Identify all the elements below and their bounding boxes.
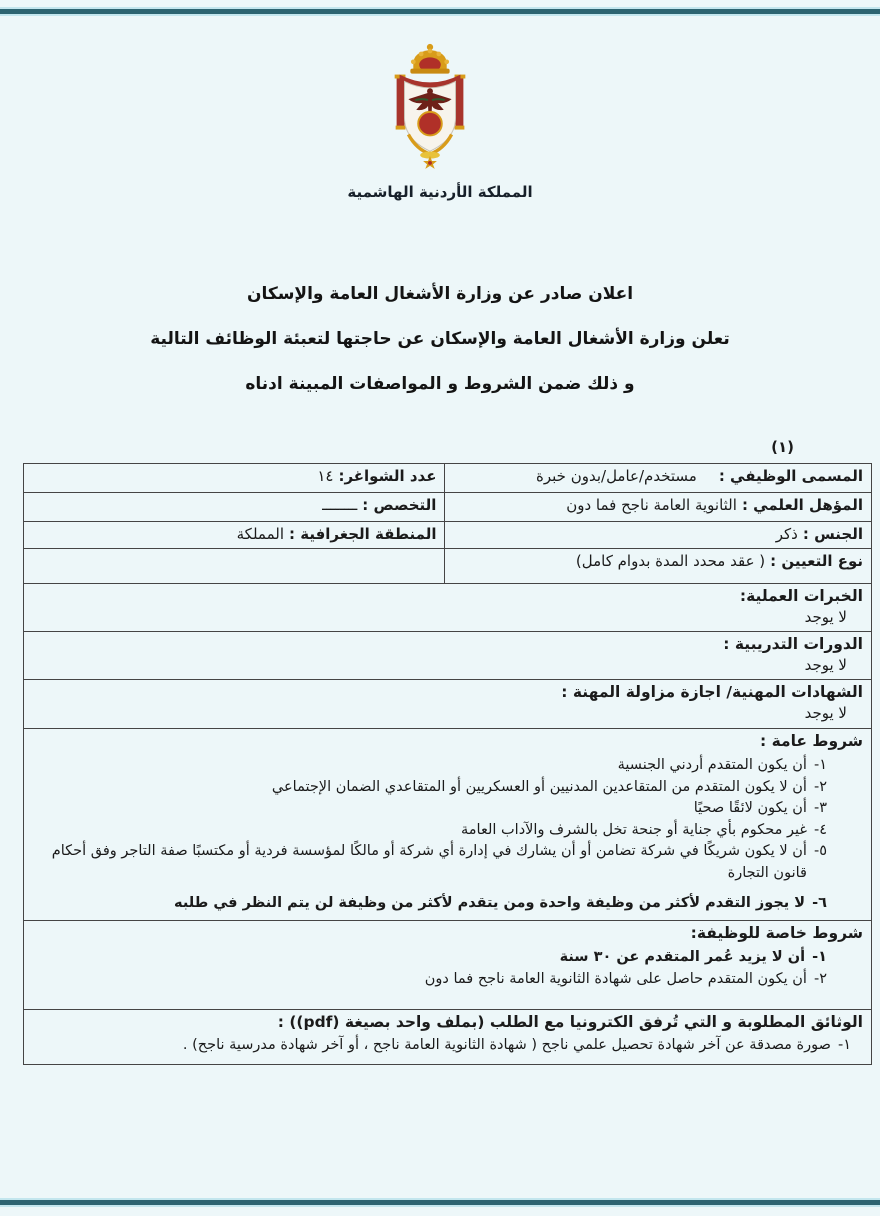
general-conditions-title: شروط عامة : (759, 732, 863, 750)
qualification-cell (445, 493, 872, 522)
specialization-label: التخصص : (362, 496, 437, 514)
job-title-value: مستخدم/عامل/بدون خبرة (536, 467, 697, 485)
special-conditions-title: شروط خاصة للوظيفة: (690, 924, 863, 942)
row-qualification (24, 493, 872, 522)
qualification-label: المؤهل العلمي : (741, 496, 863, 514)
row-gender (24, 522, 872, 549)
top-frame-line (0, 9, 880, 14)
courses-label: الدورات التدريبية : (723, 635, 863, 653)
certificates-cell (24, 680, 872, 729)
condition-number: ٤- (813, 821, 827, 838)
announcement-title-line2: تعلن وزارة الأشغال العامة والإسكان عن حاجتها لتعبئة الوظائف التالية (150, 329, 730, 349)
required-documents-cell (24, 1010, 872, 1065)
item-number-marker: (١) (771, 438, 794, 456)
gender-label: الجنس : (802, 525, 863, 543)
courses-cell (24, 632, 872, 680)
gender-value: ذكر (775, 525, 798, 543)
condition-text: أن يكون المتقدم أردني الجنسية (617, 757, 807, 773)
general-condition-item (36, 841, 827, 884)
condition-text: غير محكوم بأي جناية أو جنحة تخل بالشرف والآداب العامة (461, 821, 807, 838)
general-conditions-list (32, 752, 863, 915)
general-condition-item (36, 798, 827, 820)
appointment-value: ( عقد محدد المدة بدوام كامل) (575, 552, 766, 570)
appointment-empty-cell (24, 549, 445, 584)
condition-text: أن يكون المتقدم حاصل على شهادة الثانوية العامة ناجح فما دون (424, 970, 807, 987)
row-special-conditions (24, 921, 872, 1010)
appointment-cell (445, 549, 872, 584)
condition-number: ٦- (812, 895, 827, 911)
document-item (36, 1035, 851, 1057)
condition-number: ٥- (813, 843, 827, 859)
specialization-value: ــــــــ (322, 496, 358, 514)
experience-label: الخبرات العملية: (739, 587, 863, 605)
condition-number: ١- (812, 949, 827, 965)
vacancies-label: عدد الشواغر: (338, 467, 437, 485)
special-condition-item (36, 947, 827, 969)
jordan-coat-of-arms (376, 40, 484, 170)
condition-number: ٣- (813, 800, 827, 816)
condition-text: لا يجوز التقدم لأكثر من وظيفة واحدة ومن يتقدم لأكثر من وظيفة لن يتم النظر في طلبه (174, 895, 806, 911)
row-appointment (24, 549, 872, 584)
required-documents-list (32, 1033, 863, 1057)
row-general-conditions (24, 729, 872, 921)
region-label: المنطقة الجغرافية : (289, 525, 437, 543)
courses-value: لا يوجد (804, 656, 847, 674)
announcement-title-line3: و ذلك ضمن الشروط و المواصفات المبينة ادناه (245, 374, 635, 394)
kingdom-calligraphy: المملكة الأردنية الهاشمية (347, 183, 533, 201)
certificates-label: الشهادات المهنية/ اجازة مزاولة المهنة : (561, 683, 863, 701)
condition-text: أن لا يكون المتقدم من المتقاعدين المدنيين أو العسكريين أو المتقاعدي الضمان الإجتماعي (271, 778, 807, 795)
condition-number: ١- (813, 757, 827, 773)
bottom-frame-line (0, 1200, 880, 1205)
general-condition-item (36, 820, 827, 842)
announcement-title-line1: اعلان صادر عن وزارة الأشغال العامة والإسكان (246, 284, 634, 304)
special-conditions-cell (24, 921, 872, 1010)
general-condition-item (36, 777, 827, 799)
job-details-table (23, 463, 872, 1065)
row-job-title (24, 464, 872, 493)
general-conditions-cell (24, 729, 872, 921)
appointment-label: نوع التعيين : (770, 552, 863, 570)
document-text: صورة مصدقة عن آخر شهادة تحصيل علمي ناجح ( شهادة الثانوية العامة ناجح ، أو آخر شهادة مدرسية ناجح) . (182, 1037, 831, 1053)
gender-cell (445, 522, 872, 549)
general-condition-item (36, 893, 827, 915)
region-cell (24, 522, 445, 549)
row-courses (24, 632, 872, 680)
row-required-documents (24, 1010, 872, 1065)
required-documents-title: الوثائق المطلوبة و التي تُرفق الكترونيا مع الطلب (بملف واحد بصيغة (pdf)) : (277, 1013, 863, 1031)
vacancies-value: ١٤ (317, 467, 334, 485)
vacancies-cell (24, 464, 445, 493)
condition-text: أن يكون لائقًا صحيًا (693, 800, 807, 816)
condition-text: أن لا يزيد عُمر المتقدم عن ٣٠ سنة (559, 949, 806, 965)
job-title-cell (445, 464, 872, 493)
coat-of-arms-icon (376, 40, 484, 170)
special-conditions-list (32, 944, 863, 990)
condition-number: ٢- (813, 970, 827, 987)
job-title-label: المسمى الوظيفي : (718, 467, 863, 485)
general-condition-item (36, 755, 827, 777)
row-certificates (24, 680, 872, 729)
specialization-cell (24, 493, 445, 522)
region-value: المملكة (236, 525, 284, 543)
document-number: ١- (837, 1037, 851, 1053)
experience-cell (24, 584, 872, 632)
condition-text: أن لا يكون شريكًا في شركة تضامن أو أن يشارك في إدارة أي شركة أو مالكًا لمؤسسة فردية أو مكتسبًا صفة التاجر وفق أحكام قانون التجارة (51, 843, 807, 881)
qualification-value: الثانوية العامة ناجح فما دون (566, 496, 737, 514)
certificates-value: لا يوجد (804, 704, 847, 722)
experience-value: لا يوجد (804, 608, 847, 626)
row-experience (24, 584, 872, 632)
special-condition-item (36, 969, 827, 991)
condition-number: ٢- (813, 778, 827, 795)
